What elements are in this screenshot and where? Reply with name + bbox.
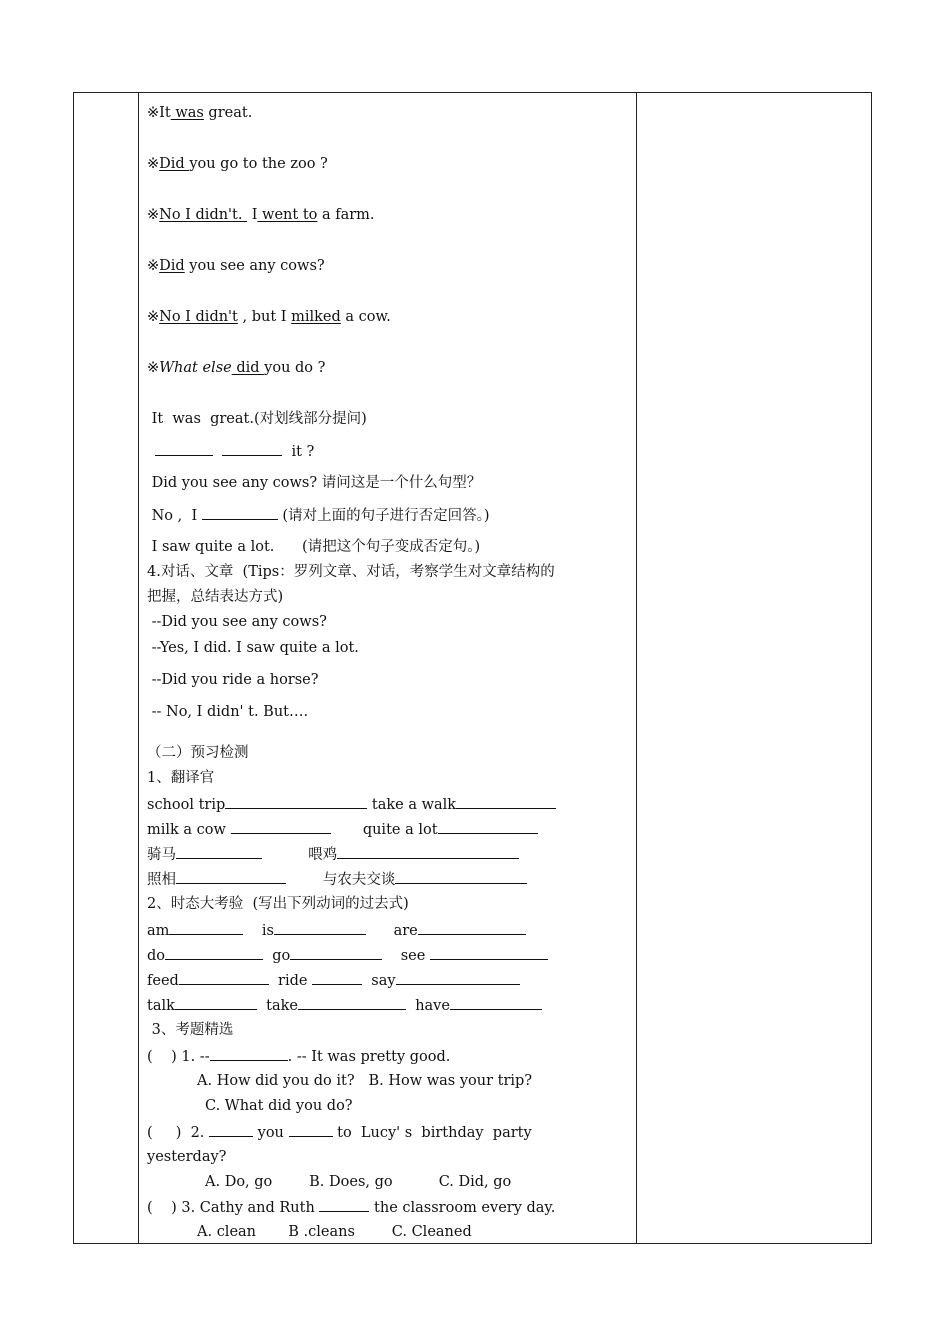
question-3: No , I (请对上面的句子进行否定回答。) xyxy=(147,505,489,526)
exam-question-3: ( ) 3. Cathy and Ruth the classroom every day. xyxy=(147,1197,555,1218)
question-2: Did you see any cows? 请问这是一个什么句型？ xyxy=(147,475,482,491)
tense-row-1: am is are xyxy=(147,920,526,941)
exam-question-3-options: A. clean B .cleans C. Cleaned xyxy=(197,1224,472,1240)
dialog-line-2: --Yes, I did. I saw quite a lot. xyxy=(147,640,359,656)
sentence-5: ※No I didn't , but I milked a cow. xyxy=(147,309,391,325)
section4-line2: 把握，总结表达方式) xyxy=(147,589,284,605)
exam-question-1-options-ab: A. How did you do it? B. How was your trip? xyxy=(197,1073,533,1089)
sentence-2: ※Did you go to the zoo ? xyxy=(147,156,328,172)
tense-title: 2、时态大考验 (写出下列动词的过去式) xyxy=(147,896,409,912)
exam-question-1: ( ) 1. -- . -- It was pretty good. xyxy=(147,1046,450,1067)
exam-question-1-option-c: C. What did you do? xyxy=(205,1098,353,1114)
translate-title: 1、翻译官 xyxy=(147,770,215,786)
sentence-1: ※It was great. xyxy=(147,105,253,121)
sentence-6: ※What else did you do ? xyxy=(147,360,326,376)
translate-row-4: 照相 与农夫交谈 xyxy=(147,869,527,890)
sentence-4: ※Did you see any cows? xyxy=(147,258,325,274)
question-1-blanks: it ? xyxy=(155,441,314,462)
preview-title: （二）预习检测 xyxy=(147,745,249,761)
exam-question-2-cont: yesterday? xyxy=(147,1149,227,1165)
question-1: It was great.(对划线部分提问) xyxy=(147,411,367,427)
exam-question-2: ( ) 2. you to Lucy' s birthday party xyxy=(147,1122,532,1143)
column-divider-left xyxy=(138,93,139,1243)
sentence-3: ※No I didn't. I went to a farm. xyxy=(147,207,375,223)
tense-row-4: talk take have xyxy=(147,995,542,1016)
exam-question-2-options: A. Do, go B. Does, go C. Did, go xyxy=(205,1174,512,1190)
translate-row-3: 骑马 喂鸡 xyxy=(147,844,519,865)
question-4: I saw quite a lot. (请把这个句子变成否定句。) xyxy=(147,539,481,555)
section4-line1: 4.对话、文章 (Tips：罗列文章、对话，考察学生对文章结构的 xyxy=(147,564,555,580)
dialog-line-1: --Did you see any cows? xyxy=(147,614,327,630)
translate-row-1: school trip take a walk xyxy=(147,794,556,815)
tense-row-3: feed ride say xyxy=(147,970,520,991)
translate-row-2: milk a cow quite a lot xyxy=(147,819,538,840)
exam-title: 3、考题精选 xyxy=(147,1022,234,1038)
dialog-line-3: --Did you ride a horse? xyxy=(147,672,319,688)
tense-row-2: do go see xyxy=(147,945,548,966)
column-divider-right xyxy=(636,93,637,1243)
dialog-line-4: -- No, I didn' t. But…. xyxy=(147,704,309,720)
